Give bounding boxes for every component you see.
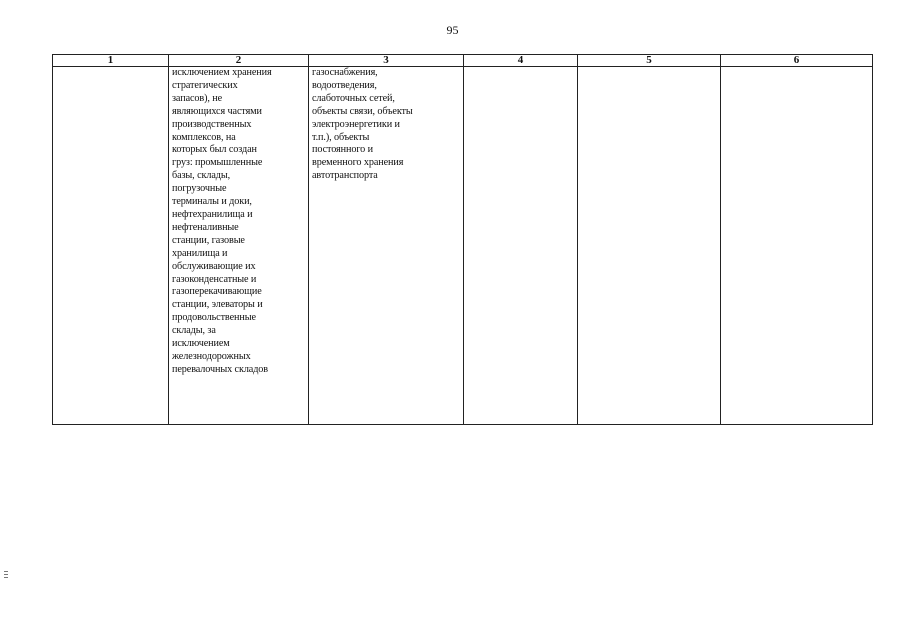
cell-text-line: продовольственные	[172, 312, 256, 324]
cell-text-line: нефтеналивные	[172, 221, 239, 233]
cell-text-line: хранилища и	[172, 247, 228, 259]
cell-text-line: исключением хранения	[172, 67, 272, 78]
cell-text-line: запасов), не	[172, 92, 223, 104]
binding-margin-mark	[4, 571, 8, 583]
cell-text-line: газоснабжения,	[312, 67, 378, 78]
table-cell-col6	[721, 67, 873, 425]
cell-text-line: стратегических	[172, 79, 238, 91]
column-header-2: 2	[169, 55, 309, 67]
table-cell-col3	[309, 67, 464, 425]
cell-text-line: базы, склады,	[172, 170, 231, 182]
cell-text-line: т.п.), объекты	[312, 131, 370, 143]
cell-text-line: нефтехранилища и	[172, 208, 253, 220]
column-header-6: 6	[721, 55, 873, 67]
column-header-5: 5	[578, 55, 721, 67]
cell-text-line: комплексов, на	[172, 131, 236, 143]
cell-text-line: автотранспорта	[312, 170, 378, 182]
cell-text-line: перевалочных складов	[172, 363, 269, 375]
cell-text-line: обслуживающие их	[172, 260, 256, 272]
cell-text-line: водоотведения,	[312, 79, 377, 91]
table-row	[53, 67, 873, 425]
document-table	[52, 54, 873, 425]
cell-text-line: станции, элеваторы и	[172, 299, 263, 311]
cell-text-line: газоперекачивающие	[172, 286, 262, 298]
cell-text-line: которых был создан	[172, 144, 257, 156]
cell-text-line: электроэнергетики и	[312, 118, 400, 130]
table-cell-col2	[169, 67, 309, 425]
cell-text-line: склады, за	[172, 325, 216, 337]
cell-text-line: погрузочные	[172, 183, 227, 195]
cell-text-line: груз: промышленные	[172, 157, 263, 169]
table-header-row	[53, 55, 873, 67]
cell-text-line: постоянного и	[312, 144, 373, 156]
cell-text-line: объекты связи, объекты	[312, 105, 413, 117]
table-cell-col5	[578, 67, 721, 425]
cell-text-line: терминалы и доки,	[172, 196, 252, 208]
table-cell-col1	[53, 67, 169, 425]
column-header-4: 4	[464, 55, 578, 67]
cell-text-line: железнодорожных	[172, 350, 251, 362]
page-number: 95	[446, 23, 459, 37]
cell-text-line: слаботочных сетей,	[312, 92, 395, 104]
cell-text-line: производственных	[172, 118, 252, 130]
column-header-1: 1	[53, 55, 169, 67]
cell-text-line: временного хранения	[312, 157, 404, 169]
cell-text-line: газоконденсатные и	[172, 273, 257, 285]
cell-text-line: являющихся частями	[172, 105, 262, 117]
cell-text-line: исключением	[172, 338, 230, 350]
column-header-3: 3	[309, 55, 464, 67]
cell-text-line: станции, газовые	[172, 234, 245, 246]
table-cell-col4	[464, 67, 578, 425]
